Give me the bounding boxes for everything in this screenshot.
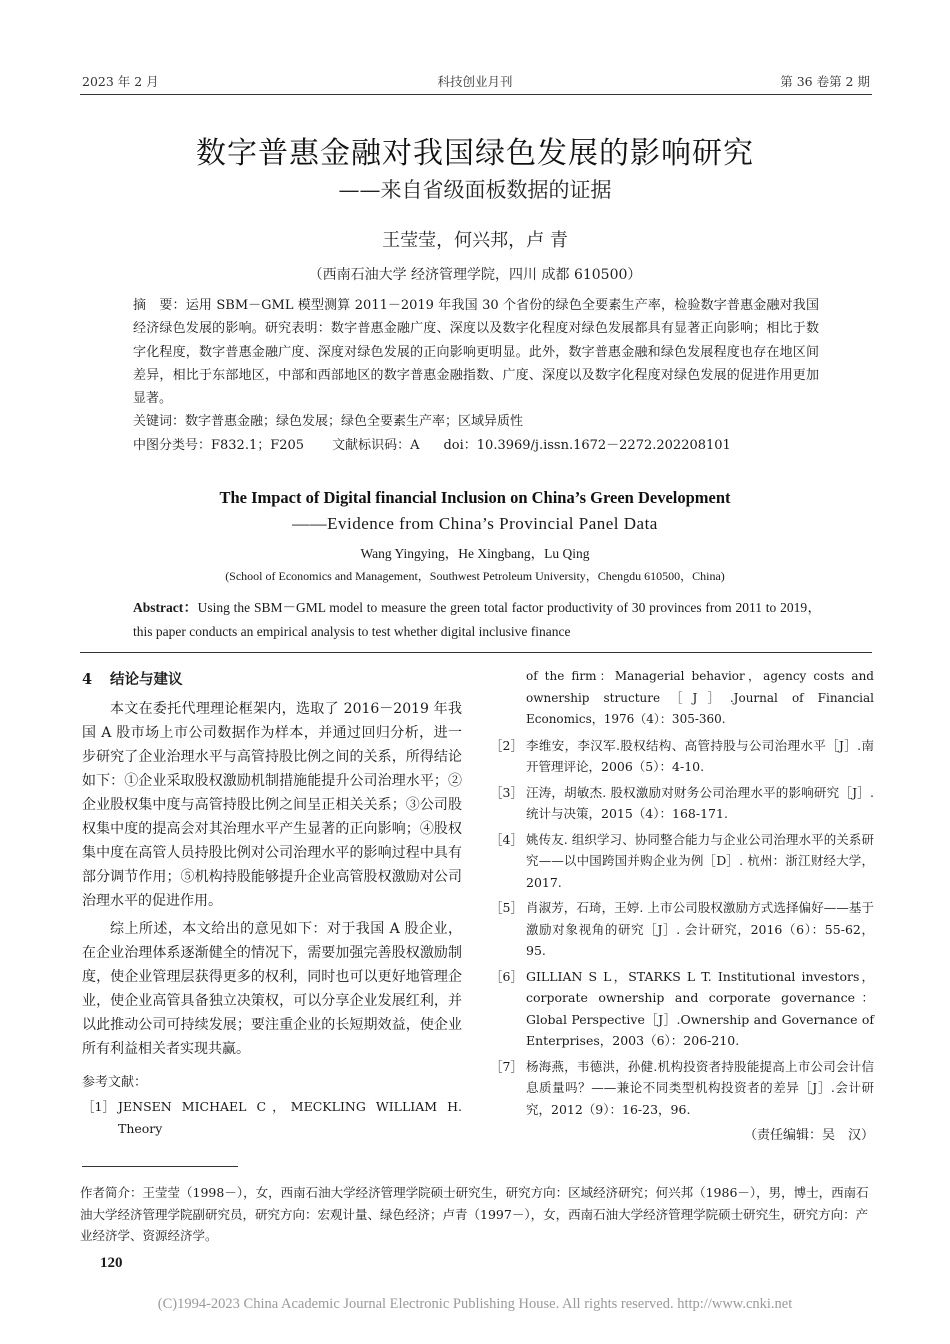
reference-number: ［2］	[490, 737, 523, 753]
cn-doc-code: 文献标识码：A	[332, 437, 420, 453]
copyright-footer: (C)1994-2023 China Academic Journal Electronic Publishing House. All rights reserved. http://www.cnki.net	[157, 1296, 793, 1312]
cn-affiliation: （西南石油大学 经济管理学院，四川 成都 610500）	[308, 267, 642, 283]
cn-abstract-block	[133, 294, 819, 457]
cn-subtitle: ——来自省级面板数据的证据	[338, 178, 612, 202]
cn-abstract-text: 运用 SBM－GML 模型测算 2011－2019 年我国 30 个省份的绿色全要素生产率，检验数字普惠金融对我国经济绿色发展的影响。研究表明：数字普惠金融广度、深度以及数字化程度对绿色发展都具有显著正向影响；相比于数字化程度，数字普惠金融广度、深度对绿色发展的正向影响更明显。此外，数字普惠金融和绿色发展程度也存在地区间差异，相比于东部地区，中部和西部地区的数字普惠金融指数、广度、深度以及数字化程度对绿色发展的促进作用更加显著。	[133, 298, 819, 407]
header-volume: 第 36 卷第 2 期	[780, 74, 870, 89]
reference-text: 杨海燕，韦德洪，孙健.机构投资者持股能提高上市公司会计信息质量吗？——兼论不同类型机构投资者的差异［J］.会计研究，2012（9）：16-23，96.	[526, 1058, 874, 1117]
reference-item	[82, 1096, 462, 1139]
en-abstract-text: Using the SBM－GML model to measure the green total factor productivity of 30 provinces from 2011 to 2019，this paper conducts an empirical analysis to test whether digital inclusive finance	[133, 600, 821, 639]
author-bio	[80, 1182, 872, 1247]
responsible-editor: （责任编辑：吴 汉）	[743, 1128, 874, 1143]
en-affiliation: (School of Economics and Management，Southwest Petroleum University，Chengdu 610500，China)	[225, 569, 725, 583]
left-column	[82, 668, 462, 1139]
cn-abstract-label: 摘 要：	[133, 298, 186, 313]
right-column	[490, 666, 874, 1143]
reference-item	[490, 897, 874, 962]
header-date: 2023 年 2 月	[82, 74, 159, 89]
page-number: 120	[100, 1255, 123, 1271]
reference-continuation: of the firm：Managerial behavior，agency costs and ownership structure［J］.Journal of Financial Economics，1976（4）：305-360.	[526, 669, 874, 726]
cn-classification	[133, 434, 819, 457]
author-bio-label: 作者简介：	[80, 1185, 143, 1200]
reference-text: GILLIAN S L，STARKS L T. Institutional investors，corporate ownership and corporate governance：Global Perspective［J］.Ownership and Governance of Enterprises，2003（6）：206-210.	[526, 968, 874, 1048]
reference-number: ［7］	[490, 1058, 523, 1074]
section-title: 结论与建议	[110, 671, 183, 688]
suggestion-paragraph: 综上所述，本文给出的意见如下：对于我国 A 股企业，在企业治理体系逐渐健全的情况下，需要加强完善股权激励制度，使企业管理层获得更多的权利，同时也可以更好地管理企业，使企业高管具备独立决策权，可以分享企业发展红利，并以此推动公司可持续发展；要注重企业的长短期效益，使企业所有利益相关者实现共赢。	[82, 921, 462, 1057]
cn-keywords	[133, 410, 819, 433]
reference-number: ［6］	[490, 968, 523, 984]
reference-number: ［1］	[82, 1099, 115, 1114]
reference-text: JENSEN MICHAEL C，MECKLING WILLIAM H. Theory	[118, 1099, 462, 1136]
reference-text: 姚传友. 组织学习、协同整合能力与企业公司治理水平的关系研究——以中国跨国并购企业为例［D］. 杭州：浙江财经大学，2017.	[526, 831, 874, 890]
cn-clc: 中图分类号：F832.1；F205	[133, 437, 305, 453]
cn-doi: doi：10.3969/j.issn.1672－2272.202208101	[443, 437, 731, 453]
en-title: The Impact of Digital financial Inclusion on China’s Green Development	[219, 488, 731, 507]
cn-authors: 王莹莹，何兴邦，卢 青	[382, 230, 568, 251]
header-rule	[80, 94, 872, 95]
reference-item	[490, 1056, 874, 1121]
reference-item	[490, 782, 874, 825]
reference-text: 李维安，李汉军.股权结构、高管持股与公司治理水平［J］.南开管理评论，2006（5）：4-10.	[526, 737, 874, 774]
conclusion-paragraph: 本文在委托代理理论框架内，选取了 2016－2019 年我国 A 股市场上市公司数据作为样本，并通过回归分析，进一步研究了企业治理水平与高管持股比例之间的关系，所得结论如下：①企业采取股权激励机制措施能提升公司治理水平；②企业股权集中度与高管持股比例之间呈正相关关系；③公司股权集中度的提高会对其治理水平产生显著的正向影响；④股权集中度在高管人员持股比例对公司治理水平的影响过程中具有部分调节作用；⑤机构持股能够提升企业高管股权激励对公司治理水平的促进作用。	[82, 701, 462, 909]
cn-abstract	[133, 294, 819, 410]
cn-keywords-label: 关键词：	[133, 414, 186, 430]
reference-number: ［4］	[490, 831, 523, 847]
reference-number: ［3］	[490, 784, 523, 800]
section-number: 4	[82, 671, 93, 688]
section-heading	[82, 668, 462, 689]
en-abstract-label: Abstract：	[133, 600, 198, 615]
cn-title: 数字普惠金融对我国绿色发展的影响研究	[196, 136, 754, 171]
references-heading: 参考文献：	[82, 1075, 148, 1090]
en-abstract	[133, 596, 821, 644]
header-journal: 科技创业月刊	[437, 74, 513, 89]
reference-item	[490, 966, 874, 1052]
section-divider	[80, 652, 872, 653]
cn-keywords-text: 数字普惠金融；绿色发展；绿色全要素生产率；区域异质性	[185, 414, 524, 430]
reference-text: 肖淑芳，石琦，王婷. 上市公司股权激励方式选择偏好——基于激励对象视角的研究［J］. 会计研究，2016（6）：55-62，95.	[526, 900, 874, 958]
reference-number: ［5］	[490, 900, 523, 915]
reference-text: 汪涛，胡敏杰. 股权激励对财务公司治理水平的影响研究［J］.统计与决策，2015（4）：168-171.	[526, 784, 874, 821]
en-authors: Wang Yingying，He Xingbang，Lu Qing	[360, 546, 590, 561]
author-bio-text: 王莹莹（1998－），女，西南石油大学经济管理学院硕士研究生，研究方向：区域经济研究；何兴邦（1986－），男，博士，西南石油大学经济管理学院副研究员，研究方向：宏观计量、绿色经济；卢青（1997－），女，西南石油大学经济管理学院硕士研究生，研究方向：产业经济学、资源经济学。	[80, 1185, 869, 1243]
en-subtitle: ——Evidence from China’s Provincial Panel Data	[292, 514, 658, 533]
reference-list	[490, 735, 874, 1121]
footnote-rule	[82, 1166, 238, 1167]
reference-item	[490, 735, 874, 778]
reference-item	[490, 829, 874, 894]
